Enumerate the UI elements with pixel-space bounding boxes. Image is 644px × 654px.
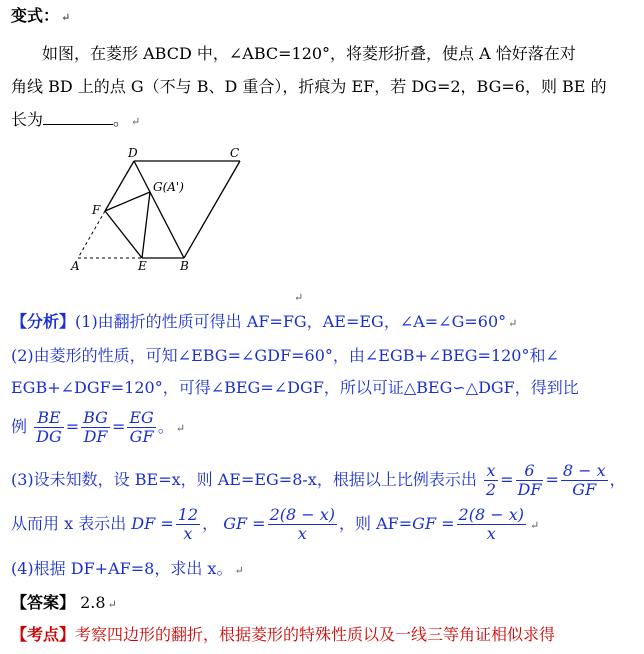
analysis-step-1: 【分析】(1)由翻折的性质可得出 AF=FG，AE=EG，∠A=∠G=60° ↵ <box>11 312 518 331</box>
rhombus-fold-figure <box>66 146 256 276</box>
analysis-step-3b: 从而用 x 表示出 DF = $\frac{12}{x}$ ， GF = $\frac{2(8 - x)}{x}$ ，则 AF=GF = $\frac{2(8 - x)}{x}$ ↵ <box>11 505 540 543</box>
label-a: A <box>71 259 80 273</box>
segment-df <box>105 161 134 211</box>
label-g: G(A') <box>153 180 184 194</box>
label-f: F <box>92 203 101 217</box>
answer-blank <box>43 110 113 125</box>
analysis-tag: 【分析】 <box>11 312 76 331</box>
analysis-step-2b: EGB+∠DGF=120°，可得∠BEG=∠DGF，所以可证△BEG∽△DGF，得到比 <box>11 378 579 397</box>
label-b: B <box>180 259 189 273</box>
fraction-x-2: $\frac{x}{2}$ <box>485 461 497 499</box>
kaodian-line: 【考点】考察四边形的翻折，根据菱形的特殊性质以及一线三等角证相似求得 <box>11 625 556 644</box>
section-heading: 变式： ↵ <box>11 6 71 25</box>
fraction-2-8x-x: $\frac{2(8 - x)}{x}$ <box>269 505 336 543</box>
label-e: E <box>138 259 147 273</box>
analysis-step-2a: (2)由菱形的性质，可知∠EBG=∠GDF=60°，由∠EGB+∠BEG=120°和∠ <box>11 346 559 365</box>
fraction-2-8x-x-b: $\frac{2(8 - x)}{x}$ <box>458 505 524 543</box>
segment-ge <box>142 192 150 258</box>
segment-cb <box>184 161 240 258</box>
label-d: D <box>128 146 138 160</box>
fraction-6-df: $\frac{6}{DF}$ <box>517 461 542 499</box>
answer-tag: 【答案】 <box>11 593 76 612</box>
analysis-step-2c: 例 $\frac{BE}{DG}$ = $\frac{BG}{DF}$ = $\frac{EG}{GF}$ 。 ↵ <box>11 408 186 446</box>
paragraph-mark: ↵ <box>61 11 71 24</box>
kaodian-tag: 【考点】 <box>11 625 76 644</box>
fraction-8x-gf: $\frac{8 - x}{GF}$ <box>562 461 606 499</box>
figure-return-mark: ↵ <box>294 291 304 304</box>
analysis-step-4: (4)根据 DF+AF=8，求出 x。 ↵ <box>11 559 244 578</box>
fraction-eg-gf: $\frac{EG}{GF}$ <box>129 408 154 446</box>
segment-fg <box>105 192 150 211</box>
label-c: C <box>230 146 240 160</box>
answer-value: 2.8 <box>80 593 106 612</box>
segment-fa-dashed <box>78 211 105 258</box>
problem-line-1: 如图，在菱形 ABCD 中，∠ABC=120°，将菱形折叠，使点 A 恰好落在对 <box>42 44 576 63</box>
problem-line-3: 长为 。 ↵ <box>11 110 141 129</box>
analysis-step-3a: (3)设未知数，设 BE=x，则 AE=EG=8-x，根据以上比例表示出 $\frac{x}{2}$ = $\frac{6}{DF}$ = $\frac{8 - x}{GF}$ ， <box>11 461 626 499</box>
fraction-be-dg: $\frac{BE}{DG}$ <box>36 408 62 446</box>
paragraph-mark: ↵ <box>131 115 141 128</box>
fraction-12-x: $\frac{12}{x}$ <box>177 505 199 543</box>
answer-line: 【答案】 2.8 ↵ <box>11 593 117 612</box>
problem-line-2: 角线 BD 上的点 G（不与 B、D 重合），折痕为 EF，若 DG=2，BG=6，则 BE 的 <box>11 77 607 96</box>
diagonal-db <box>134 161 184 258</box>
fraction-bg-df: $\frac{BG}{DF}$ <box>83 408 108 446</box>
fold-line-fe <box>105 211 142 258</box>
